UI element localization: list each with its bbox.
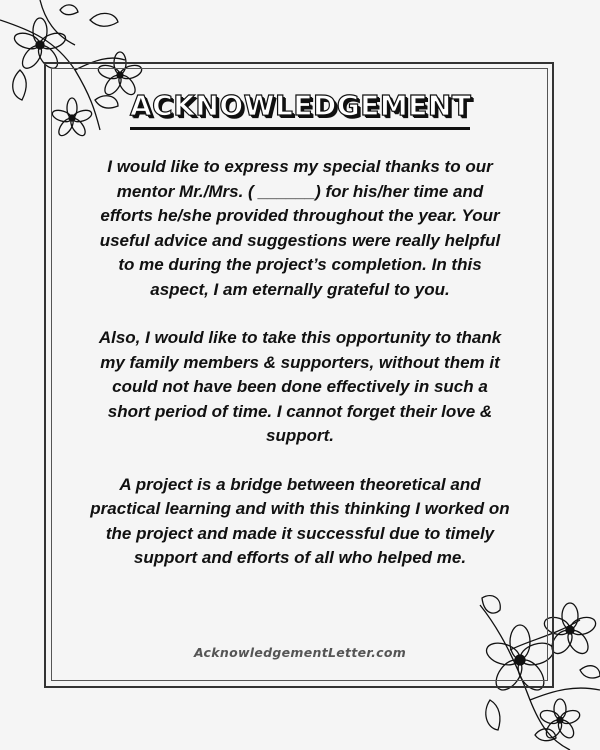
page-title: ACKNOWLEDGEMENT	[130, 89, 472, 122]
title-underline	[130, 127, 470, 130]
paragraph: A project is a bridge between theoretical and practical learning and with this thinking I worked on the project and made it successful due to timely support and efforts of all who helped me.	[90, 474, 510, 567]
letter-body	[90, 155, 510, 595]
paragraph: Also, I would like to take this opportunity to thank my family members & supporters, without them it could not have been done effectively in such a short period of time. I cannot forget their love & support.	[98, 328, 502, 445]
title-block	[130, 88, 470, 124]
footer-site-name: AcknowledgementLetter.com	[193, 645, 407, 660]
paragraph: I would like to express my special thanks to our mentor Mr./Mrs. ( ______) for his/her time and efforts he/she provided throughout the year. Your useful advice and suggestions were really helpful to me during the project’s completion. In this aspect, I am eternally grateful to you.	[99, 157, 501, 299]
